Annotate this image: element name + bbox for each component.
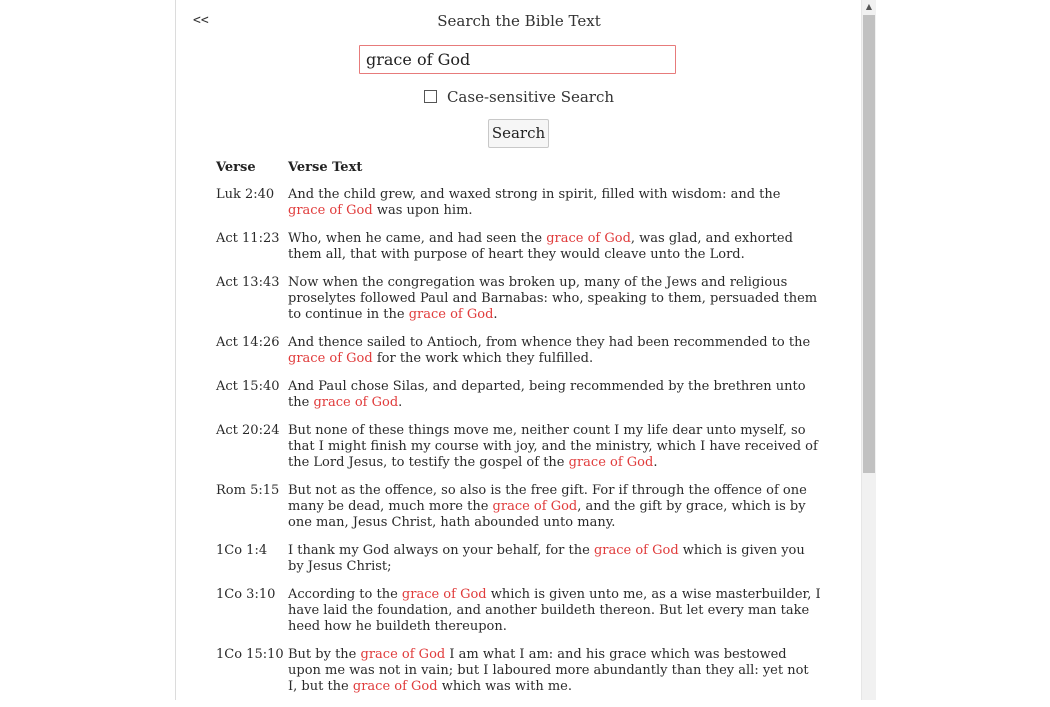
results-body xyxy=(216,187,821,707)
verse-reference: 1Co 15:10 xyxy=(216,647,284,662)
verse-text xyxy=(288,423,821,483)
verse-text-segment: And Paul chose Silas, and departed, being recommended by the brethren unto the xyxy=(288,379,806,410)
verse-text-segment: Now when the congregation was broken up, many of the Jews and religious proselytes followed Paul and Barnabas: who, speaking to them, persuaded them to continue in the xyxy=(288,275,818,322)
scroll-thumb[interactable] xyxy=(863,15,875,473)
table-row xyxy=(216,587,821,647)
table-row xyxy=(216,423,821,483)
highlighted-match: grace of God xyxy=(288,203,373,218)
verse-text-segment: was upon him. xyxy=(372,203,473,218)
verse-text-segment: for the work which they fulfilled. xyxy=(372,351,594,366)
verse-text-segment: . xyxy=(653,455,658,470)
verse-text-segment: , was glad, and exhorted them all, that with purpose of heart they would cleave unto the Lord. xyxy=(288,231,793,262)
verse-text xyxy=(288,483,821,543)
table-header-row xyxy=(216,160,821,187)
verse-reference: Act 14:26 xyxy=(216,335,280,350)
verse-text-segment: And the child grew, and waxed strong in spirit, filled with wisdom: and the xyxy=(288,187,781,202)
table-row xyxy=(216,379,821,423)
table-row xyxy=(216,647,821,707)
verse-text-segment: But none of these things move me, neither count I my life dear unto myself, so that I might finish my course with joy, and the ministry, which I have received of the Lord Jesus, to testify the gospel of the xyxy=(288,423,818,470)
case-sensitive-label[interactable]: Case-sensitive Search xyxy=(446,88,615,106)
verse-reference: Act 11:23 xyxy=(216,231,280,246)
column-header-verse: Verse xyxy=(216,160,256,175)
search-panel xyxy=(175,0,862,700)
verse-text-segment: . xyxy=(398,395,403,410)
verse-reference: Luk 2:40 xyxy=(216,187,275,202)
verse-text-segment: And thence sailed to Antioch, from whence they had been recommended to the xyxy=(288,335,811,350)
highlighted-match: grace of God xyxy=(408,307,494,322)
vertical-scrollbar[interactable] xyxy=(861,0,876,700)
highlighted-match: grace of God xyxy=(492,499,578,514)
highlighted-match: grace of God xyxy=(593,543,679,558)
column-header-verse-text: Verse Text xyxy=(288,160,363,175)
verse-text-segment: But not as the offence, so also is the free gift. For if through the offence of one many be dead, much more the xyxy=(288,483,807,514)
table-row xyxy=(216,187,821,231)
table-row xyxy=(216,231,821,275)
highlighted-match: grace of God xyxy=(288,351,373,366)
verse-text-segment: But by the xyxy=(288,647,361,662)
verse-text-segment: I thank my God always on your behalf, for the xyxy=(288,543,594,558)
case-sensitive-checkbox[interactable] xyxy=(424,90,437,103)
verse-reference: Act 13:43 xyxy=(216,275,280,290)
back-link[interactable]: << xyxy=(193,13,209,28)
verse-text xyxy=(288,231,821,275)
verse-text-segment: I am what I am: and his grace which was bestowed upon me was not in vain; but I laboured more abundantly than they all: yet not I, but the xyxy=(288,647,809,694)
verse-text xyxy=(288,647,821,707)
verse-text xyxy=(288,379,821,423)
verse-reference: Act 15:40 xyxy=(216,379,280,394)
verse-text-segment: . xyxy=(493,307,498,322)
highlighted-match: grace of God xyxy=(352,679,438,694)
verse-text-segment: Who, when he came, and had seen the xyxy=(288,231,547,246)
verse-text xyxy=(288,187,821,231)
verse-text xyxy=(288,275,821,335)
verse-reference: Rom 5:15 xyxy=(216,483,280,498)
verse-text-segment: According to the xyxy=(288,587,402,602)
highlighted-match: grace of God xyxy=(546,231,631,246)
verse-reference: Act 20:24 xyxy=(216,423,280,438)
page-title: Search the Bible Text xyxy=(437,12,601,30)
verse-text-segment: which is given unto me, as a wise masterbuilder, I have laid the foundation, and another buildeth thereon. But let every man take heed how he buildeth thereupon. xyxy=(288,587,821,634)
table-row xyxy=(216,543,821,587)
verse-text xyxy=(288,587,821,647)
highlighted-match: grace of God xyxy=(360,647,446,662)
verse-text xyxy=(288,543,821,587)
highlighted-match: grace of God xyxy=(568,455,654,470)
verse-text-segment: , and the gift by grace, which is by one man, Jesus Christ, hath abounded unto many. xyxy=(288,499,806,530)
case-sensitive-row xyxy=(176,88,862,106)
search-button[interactable]: Search xyxy=(488,119,549,148)
table-row xyxy=(216,483,821,543)
verse-reference: 1Co 1:4 xyxy=(216,543,268,558)
highlighted-match: grace of God xyxy=(313,395,399,410)
highlighted-match: grace of God xyxy=(401,587,487,602)
results-table xyxy=(216,160,821,707)
scroll-up-arrow-icon[interactable]: ▲ xyxy=(865,2,873,11)
verse-text-segment: which is given you by Jesus Christ; xyxy=(288,543,805,574)
verse-text xyxy=(288,335,821,379)
table-row xyxy=(216,335,821,379)
table-row xyxy=(216,275,821,335)
search-input[interactable] xyxy=(359,45,676,74)
verse-text-segment: which was with me. xyxy=(437,679,573,694)
verse-reference: 1Co 3:10 xyxy=(216,587,276,602)
